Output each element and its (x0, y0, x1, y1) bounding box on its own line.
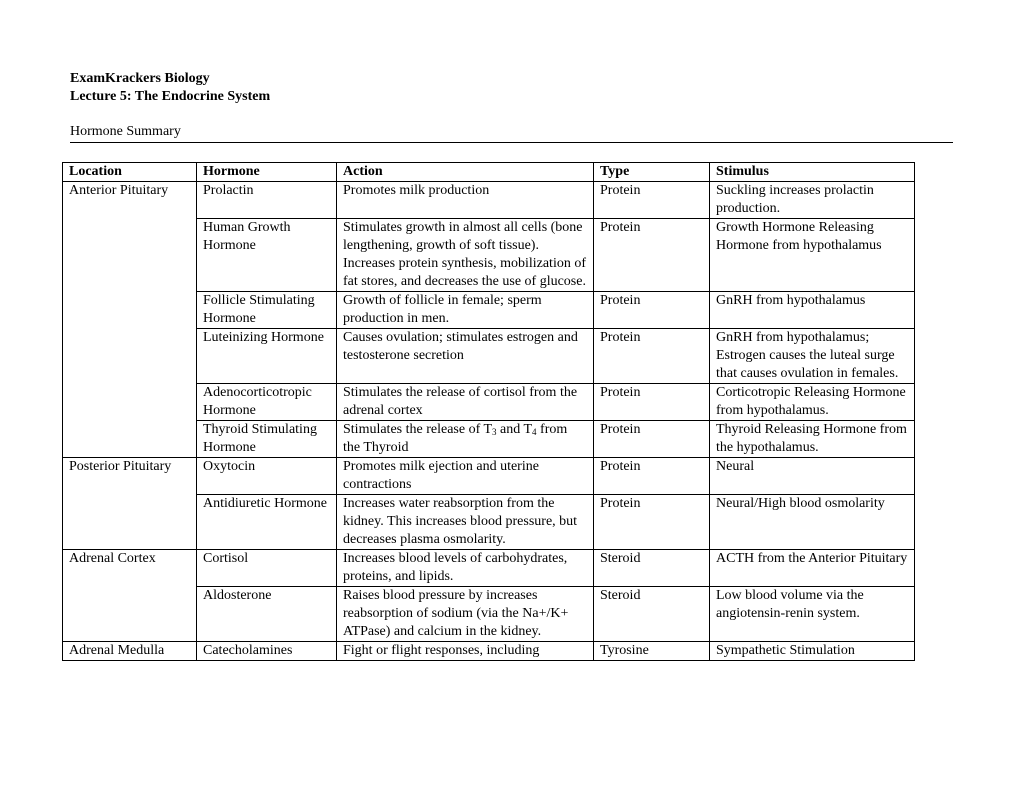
type-cell: Steroid (594, 587, 710, 642)
table-row (63, 587, 915, 642)
stimulus-cell: GnRH from hypothalamus (710, 292, 915, 329)
action-cell: Fight or flight responses, including (337, 642, 594, 661)
stimulus-cell: Thyroid Releasing Hormone from the hypothalamus. (710, 421, 915, 458)
action-cell: Causes ovulation; stimulates estrogen and testosterone secretion (337, 329, 594, 384)
location-cell (63, 421, 197, 458)
location-cell (63, 587, 197, 642)
action-text: from the Thyroid (343, 422, 568, 455)
action-cell: Stimulates growth in almost all cells (bone lengthening, growth of soft tissue). Increases protein synthesis, mobilization of fat stores, and decreases the use of glucose. (337, 219, 594, 292)
stimulus-cell: Corticotropic Releasing Hormone from hypothalamus. (710, 384, 915, 421)
hormone-cell: Prolactin (197, 182, 337, 219)
location-cell: Adrenal Cortex (63, 550, 197, 587)
section-divider (70, 142, 953, 143)
action-text: and T (496, 422, 533, 437)
action-cell: Increases water reabsorption from the kidney. This increases blood pressure, but decreases plasma osmolarity. (337, 495, 594, 550)
location-cell: Posterior Pituitary (63, 458, 197, 495)
location-cell (63, 329, 197, 384)
type-cell: Protein (594, 384, 710, 421)
table-row (63, 550, 915, 587)
column-header-type: Type (594, 163, 710, 182)
stimulus-cell: Growth Hormone Releasing Hormone from hypothalamus (710, 219, 915, 292)
column-header-hormone: Hormone (197, 163, 337, 182)
type-cell: Protein (594, 292, 710, 329)
stimulus-cell: ACTH from the Anterior Pituitary (710, 550, 915, 587)
course-title: ExamKrackers Biology (70, 71, 210, 86)
column-header-stimulus: Stimulus (710, 163, 915, 182)
table-row (63, 329, 915, 384)
location-cell: Anterior Pituitary (63, 182, 197, 219)
type-cell: Protein (594, 495, 710, 550)
type-cell: Protein (594, 458, 710, 495)
stimulus-cell: Neural (710, 458, 915, 495)
table-row (63, 292, 915, 329)
table-row (63, 495, 915, 550)
action-text: Stimulates the release of T (343, 422, 493, 437)
subscript: 3 (492, 427, 497, 437)
stimulus-cell: GnRH from hypothalamus; Estrogen causes the luteal surge that causes ovulation in females. (710, 329, 915, 384)
location-cell (63, 384, 197, 421)
stimulus-cell: Low blood volume via the angiotensin-renin system. (710, 587, 915, 642)
document-header (70, 70, 270, 106)
hormone-cell: Catecholamines (197, 642, 337, 661)
type-cell: Steroid (594, 550, 710, 587)
type-cell: Protein (594, 329, 710, 384)
action-cell: Promotes milk ejection and uterine contractions (337, 458, 594, 495)
stimulus-cell: Neural/High blood osmolarity (710, 495, 915, 550)
table-row (63, 384, 915, 421)
column-header-action: Action (337, 163, 594, 182)
hormone-cell: Follicle Stimulating Hormone (197, 292, 337, 329)
table-row (63, 182, 915, 219)
hormone-cell: Human Growth Hormone (197, 219, 337, 292)
stimulus-cell: Sympathetic Stimulation (710, 642, 915, 661)
hormone-cell: Cortisol (197, 550, 337, 587)
location-cell: Adrenal Medulla (63, 642, 197, 661)
action-cell: Promotes milk production (337, 182, 594, 219)
hormone-cell: Antidiuretic Hormone (197, 495, 337, 550)
hormone-cell: Luteinizing Hormone (197, 329, 337, 384)
lecture-title: Lecture 5: The Endocrine System (70, 89, 271, 104)
action-cell: Increases blood levels of carbohydrates, proteins, and lipids. (337, 550, 594, 587)
stimulus-cell: Suckling increases prolactin production. (710, 182, 915, 219)
table-row (63, 219, 915, 292)
type-cell: Protein (594, 182, 710, 219)
hormone-cell: Oxytocin (197, 458, 337, 495)
action-cell: Growth of follicle in female; sperm production in men. (337, 292, 594, 329)
table-row (63, 421, 915, 458)
table-row (63, 458, 915, 495)
column-header-location: Location (63, 163, 197, 182)
hormone-cell: Thyroid Stimulating Hormone (197, 421, 337, 458)
action-cell (337, 421, 594, 458)
action-cell: Raises blood pressure by increases reabsorption of sodium (via the Na+/K+ ATPase) and calcium in the kidney. (337, 587, 594, 642)
hormone-cell: Aldosterone (197, 587, 337, 642)
type-cell: Tyrosine (594, 642, 710, 661)
type-cell: Protein (594, 421, 710, 458)
location-cell (63, 292, 197, 329)
location-cell (63, 495, 197, 550)
location-cell (63, 219, 197, 292)
subscript: 4 (532, 427, 537, 437)
hormone-cell: Adenocorticotropic Hormone (197, 384, 337, 421)
table-header-row (63, 163, 915, 182)
hormone-summary-table (62, 162, 915, 661)
action-cell: Stimulates the release of cortisol from the adrenal cortex (337, 384, 594, 421)
type-cell: Protein (594, 219, 710, 292)
table-row (63, 642, 915, 661)
section-title: Hormone Summary (70, 124, 181, 139)
